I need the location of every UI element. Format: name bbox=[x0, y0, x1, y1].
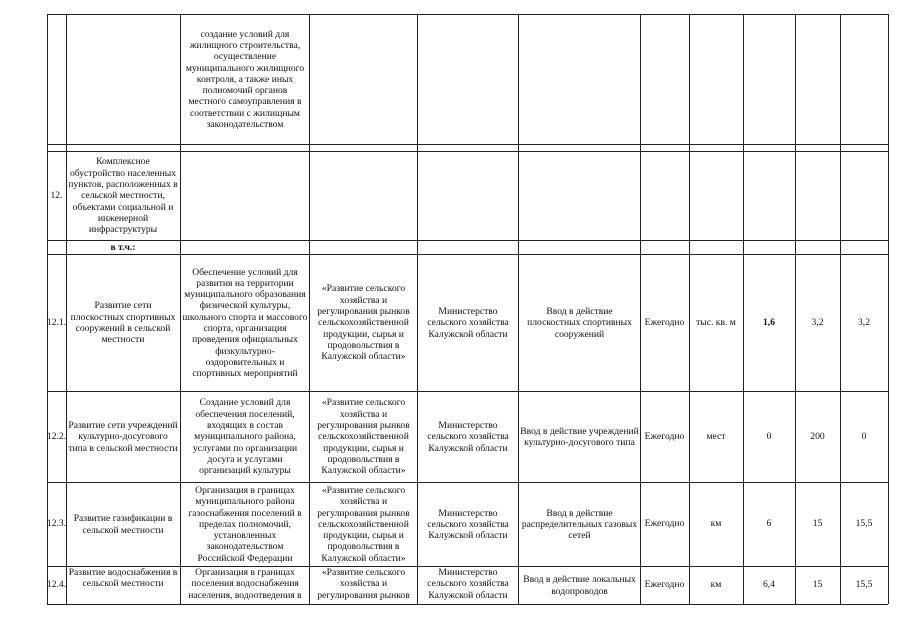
column-rule bbox=[888, 14, 889, 604]
row-12-3-authority: Организация в границах муниципального района газоснабжения поселений в пределах полномочий, установленных законодательством Российской Федерации bbox=[188, 484, 302, 564]
row-12-1-executor: Министерство сельского хозяйства Калужской области bbox=[427, 306, 509, 340]
row-12-1-name: Развитие сети плоскостных спортивных сооружений в сельской местности bbox=[70, 300, 176, 346]
row-rule bbox=[47, 151, 888, 152]
row-rule bbox=[47, 144, 888, 145]
row-12-2-value-1: 0 bbox=[766, 430, 772, 442]
subrow-label: в т.ч.: bbox=[110, 242, 136, 253]
row-12-2-program: «Развитие сельского хозяйства и регулирования рынков сельскохозяйственной продукции, сырья и продовольствия в Калужской области» bbox=[317, 397, 410, 477]
row-12-name: Комплексное обустройство населенных пунктов, расположенных в сельской местности, объектами социальной и инженерной инфраструктуры bbox=[68, 156, 178, 236]
row-12-3-name: Развитие газификации в сельской местности bbox=[73, 513, 173, 536]
row-12-3-program: «Развитие сельского хозяйства и регулирования рынков сельскохозяйственной продукции, сырья и продовольствия в Калужской области» bbox=[317, 484, 410, 564]
row-12-1-value-1: 1,6 bbox=[763, 316, 775, 328]
continuation-authority-text: создание условий для жилищного строительства, осуществление муниципального жилищного контроля, а также иных полномочий органов местного самоуправления в соответствии с жилищным законодательством bbox=[185, 28, 305, 131]
row-12-3-unit: км bbox=[710, 518, 722, 530]
row-12-1-period: Ежегодно bbox=[644, 316, 685, 328]
row-12-4-value-2: 15 bbox=[812, 579, 823, 591]
row-12-1-indicator: Ввод в действие плоскостных спортивных сооружений bbox=[527, 306, 632, 340]
row-12-4-period: Ежегодно bbox=[644, 579, 685, 591]
row-12-1-value-3: 3,2 bbox=[858, 316, 870, 328]
row-12-1-number: 12.1. bbox=[47, 316, 66, 328]
row-12-4-number: 12.4. bbox=[47, 579, 66, 591]
column-rule bbox=[417, 14, 418, 604]
row-12-3-period: Ежегодно bbox=[644, 518, 685, 530]
row-12-2-value-2: 200 bbox=[810, 430, 825, 442]
column-rule bbox=[180, 14, 181, 604]
row-12-4-authority: Организация в границах поселения водоснабжения населения, водоотведения в bbox=[188, 567, 302, 601]
row-12-3-number: 12.3. bbox=[47, 518, 66, 530]
row-12-1-unit: тыс. кв. м bbox=[696, 316, 736, 328]
row-12-4-value-3: 15,5 bbox=[855, 579, 873, 591]
row-rule bbox=[47, 240, 888, 241]
column-rule bbox=[518, 14, 519, 604]
row-12-2-name: Развитие сети учреждений культурно-досугового типа в сельской местности bbox=[68, 420, 178, 454]
column-rule bbox=[66, 14, 67, 604]
row-12-3-value-3: 15,5 bbox=[855, 518, 873, 530]
row-12-number: 12. bbox=[50, 189, 63, 201]
row-12-4-name: Развитие водоснабжения в сельской местности bbox=[68, 567, 178, 590]
row-12-3-value-2: 15 bbox=[812, 518, 823, 530]
row-12-1-authority: Обеспечение условий для развития на территории муниципального образования физической культуры, школьного спорта и массового спорта, организация проведения официальных физкультурно-оздоровительных и спортивных мероприятий bbox=[182, 266, 308, 380]
row-12-2-authority: Создание условий для обеспечения поселений, входящих в состав муниципального района, услугами по организации досуга и услугами организаций культуры bbox=[192, 397, 298, 477]
row-12-2-period: Ежегодно bbox=[644, 430, 685, 442]
row-12-1-value-2: 3,2 bbox=[811, 316, 824, 328]
row-12-4-unit: км bbox=[710, 579, 722, 591]
row-12-2-indicator: Ввод в действие учреждений культурно-досугового типа bbox=[520, 425, 639, 448]
row-12-2-number: 12.2. bbox=[47, 430, 66, 442]
row-12-2-executor: Министерство сельского хозяйства Калужской области bbox=[427, 420, 509, 454]
column-rule bbox=[309, 14, 310, 604]
row-12-4-value-1: 6,4 bbox=[763, 579, 775, 591]
row-12-2-value-3: 0 bbox=[861, 430, 867, 442]
row-12-3-indicator: Ввод в действие распределительных газовых сетей bbox=[521, 507, 638, 542]
row-rule bbox=[47, 604, 888, 605]
row-12-4-indicator: Ввод в действие локальных водопроводов bbox=[523, 574, 636, 597]
row-rule bbox=[47, 14, 888, 15]
row-12-2-unit: мест bbox=[706, 430, 726, 442]
row-12-3-value-1: 6 bbox=[766, 518, 772, 530]
row-12-3-executor: Министерство сельского хозяйства Калужской области bbox=[427, 507, 509, 542]
row-12-4-executor: Министерство сельского хозяйства Калужской области bbox=[427, 567, 509, 601]
row-12-4-program: «Развитие сельского хозяйства и регулирования рынков bbox=[317, 567, 410, 601]
row-12-1-program: «Развитие сельского хозяйства и регулирования рынков сельскохозяйственной продукции, сырья и продовольствия в Калужской области» bbox=[317, 283, 410, 363]
